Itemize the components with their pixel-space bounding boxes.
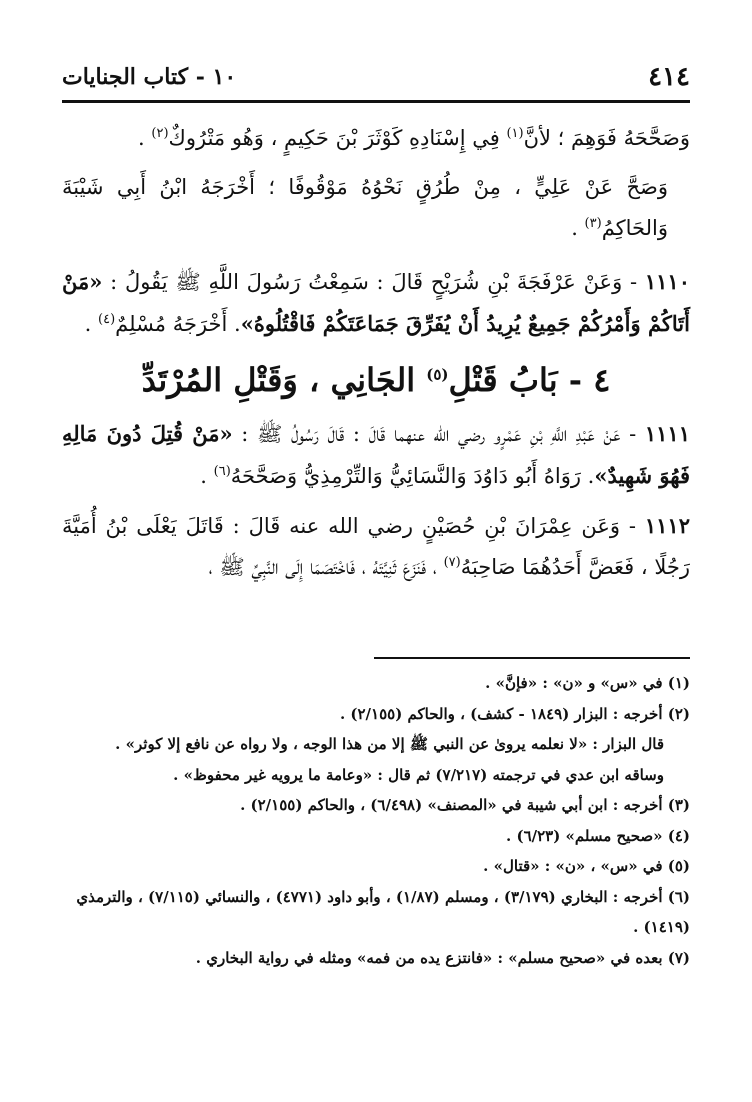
footnote-4: (٤) «صحيح مسلم» (٦/٢٣) . — [506, 826, 690, 845]
paragraph-2 — [62, 167, 690, 249]
hadith-1110-text-a: - وَعَنْ عَرْفَجَةَ بْنِ شُرَيْحٍ قَالَ : سَمِعْتُ رَسُولَ اللَّهِ ﷺ يَقُولُ : — [102, 270, 645, 294]
paragraph-1-text-a: وَصَحَّحَهُ فَوَهِمَ ؛ لأنَّ — [523, 126, 690, 150]
paragraph-1-text-c: . — [138, 126, 152, 150]
hadith-1110 — [62, 261, 690, 345]
chapter-title: ١٠ - كتاب الجنايات — [62, 64, 237, 90]
hadith-1110-text-b: . أَخْرَجَهُ مُسْلِمٌ — [115, 312, 241, 336]
paragraph-2-text-b: . — [571, 216, 585, 240]
footnote-ref-5: (٥) — [426, 365, 449, 384]
paragraph-1 — [62, 118, 690, 159]
paragraph-2-text-a: وَصَحَّ عَنْ عَلِيٍّ ، مِنْ طُرُقٍ نَحْوُهُ مَوْقُوفًا ؛ أَخْرَجَهُ ابْنُ أَبِي شَيْبَةَ وَالحَاكِمُ — [62, 175, 668, 240]
footnote-ref-2: (٢) — [151, 126, 169, 141]
hadith-1111-text-a: - عَنْ عَبْدِ اللَّهِ بْنِ عَمْرٍو رضي الله عنهما قَالَ : قَالَ رَسُولُ ﷺ : — [232, 422, 645, 446]
hadith-1112 — [62, 505, 690, 588]
hadith-number-1112: ١١١٢ — [644, 513, 690, 538]
chapter-heading-text-b: الجَانِي ، وَقَتْلِ المُرْتَدِّ — [141, 361, 427, 399]
footnote-ref-6: (٦) — [213, 464, 231, 479]
footnote-2: (٢) أخرجه : البزار (١٨٤٩ - كشف) ، والحاكم (٢/١٥٥) . — [339, 704, 690, 723]
hadith-1111-quote: «مَنْ قُتِلَ دُونَ مَالِهِ فَهُوَ شَهِيدٌ» — [62, 421, 690, 488]
footnotes — [62, 668, 690, 973]
footnote-3: (٣) أخرجه : ابن أبي شيبة في «المصنف» (٦/٤٩٨) ، والحاكم (٢/١٥٥) . — [240, 796, 690, 814]
hadith-number-1111: ١١١١ — [644, 421, 690, 446]
hadith-1112-text-a: - وَعَن عِمْرَانَ بْنِ حُصَيْنٍ رضي الله عنه قَالَ : قَاتَلَ يَعْلَى بْنُ أُمَيَّةَ رَجُلًا ، فَعَضَّ أَحَدُهُمَا صَاحِبَهُ — [62, 514, 690, 579]
chapter-heading-text-a: ٤ - بَابُ قَتْلِ — [448, 361, 611, 399]
footnote-2-note-b: وساقه ابن عدي في ترجمته (٧/٢١٧) ثم قال : «وعامة ما يرويه غير محفوظ» . — [173, 765, 664, 784]
footnote-separator — [374, 657, 690, 659]
page-number: ٤١٤ — [648, 62, 690, 92]
hadith-1110-text-c: . — [84, 312, 98, 336]
footnote-ref-1: (١) — [506, 126, 524, 141]
chapter-heading — [62, 353, 690, 407]
paragraph-1-text-b: فِي إِسْنَادِهِ كَوْثَرَ بْنَ حَكِيمٍ ، وَهُو مَتْرُوكٌ — [168, 126, 507, 150]
footnote-6: (٦) أخرجه : البخاري (٣/١٧٩) ، ومسلم (١/٨٧) ، وأبو داود (٤٧٧١) ، والنسائي (٧/١١٥) ، والترمذي (١٤١٩) . — [76, 887, 690, 936]
footnote-1: (١) في «س» و «ن» : «فإنَّ» . — [485, 674, 690, 692]
footnote-ref-4: (٤) — [98, 312, 116, 327]
hadith-1111-text-b: . رَوَاهُ أَبُو دَاوُدَ وَالنَّسَائِيُّ وَالتِّرْمِذِيُّ وَصَحَّحَهُ — [230, 464, 595, 488]
hadith-1112-text-b: ، فَنَزَعَ ثَنِيَّتَهُ ، فَاخْتَصَمَا إِلَى النَّبِيِّ ﷺ ، — [208, 555, 444, 579]
hadith-1110-quote: «مَنْ أَتَاكُمْ وَأَمْرُكُمْ جَمِيعٌ يُرِيدُ أَنْ يُفَرِّقَ جَمَاعَتَكُمْ فَاقْتُلُوهُ» — [62, 269, 690, 336]
main-text — [62, 118, 690, 596]
footnote-2-note-a: قال البزار : «لا نعلمه يروىٰ عن النبي ﷺ إلا من هذا الوجه ، ولا رواه عن نافع إلا كوثر» . — [115, 735, 664, 753]
hadith-1111-text-c: . — [200, 464, 214, 488]
hadith-1111 — [62, 413, 690, 497]
footnote-ref-7: (٧) — [443, 555, 461, 570]
footnote-5: (٥) في «س» ، «ن» : «قتال» . — [483, 857, 690, 875]
footnote-ref-3: (٣) — [584, 216, 602, 231]
footnote-7: (٧) بعده في «صحيح مسلم» : «فانتزع يده من فمه» ومثله في رواية البخاري . — [195, 948, 690, 967]
running-header — [62, 52, 690, 103]
hadith-number-1110: ١١١٠ — [644, 269, 690, 294]
